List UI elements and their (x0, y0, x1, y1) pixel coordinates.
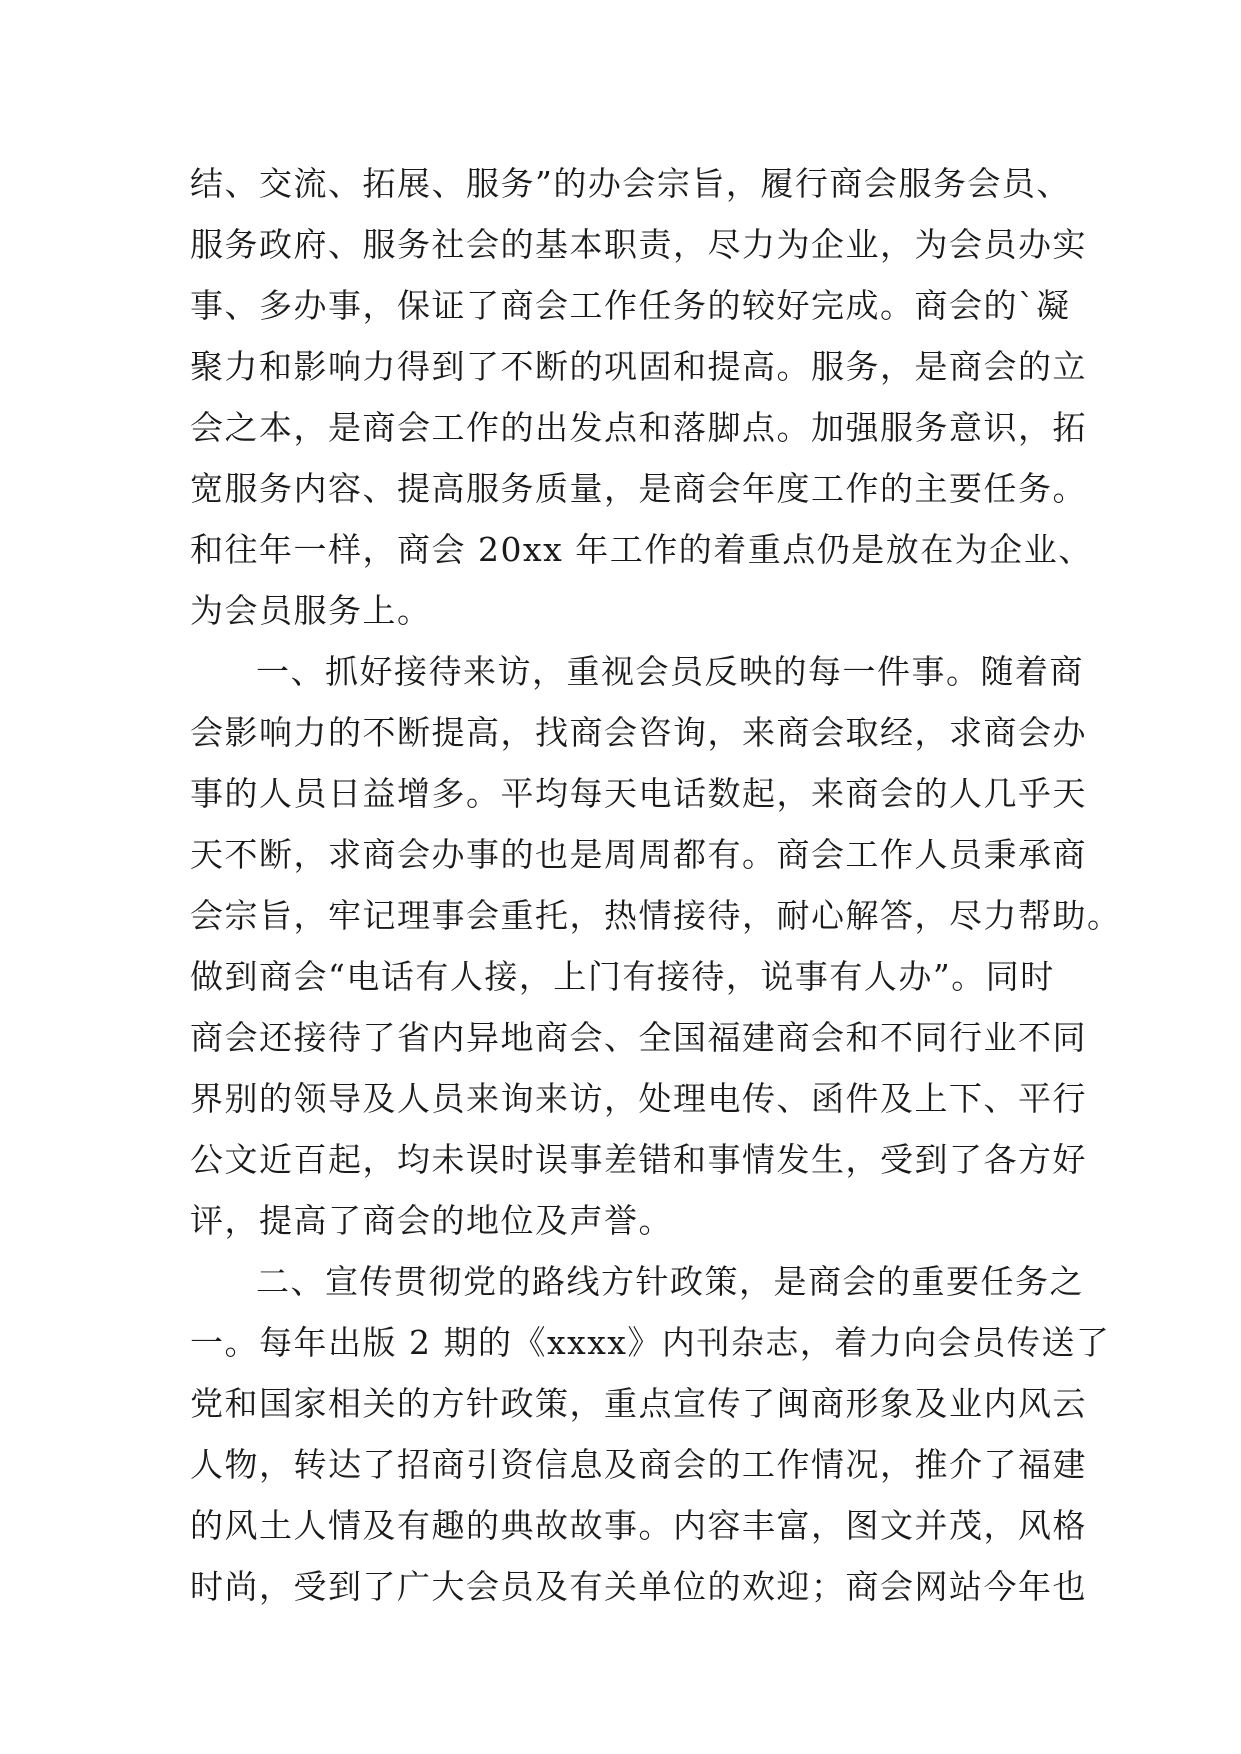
text-line: 会影响力的不断提高，找商会咨询，来商会取经，求商会办 (190, 713, 1087, 752)
text-line: 时尚，受到了广大会员及有关单位的欢迎；商会网站今年也 (190, 1567, 1087, 1606)
text-line: 的风土人情及有趣的典故故事。内容丰富，图文并茂，风格 (190, 1506, 1087, 1545)
text-line: 评，提高了商会的地位及声誉。 (190, 1201, 673, 1240)
text-line: 和往年一样，商会 20xx 年工作的着重点仍是放在为企业、 (190, 530, 1093, 569)
text-line: 商会还接待了省内异地商会、全国福建商会和不同行业不同 (190, 1018, 1087, 1057)
text-line: 服务政府、服务社会的基本职责，尽力为企业，为会员办实 (190, 225, 1087, 264)
paragraph-first-line: 二、宣传贯彻党的路线方针政策，是商会的重要任务之 (256, 1262, 1084, 1301)
text-line: 结、交流、拓展、服务”的办会宗旨，履行商会服务会员、 (190, 164, 1071, 203)
text-line: 人物，转达了招商引资信息及商会的工作情况，推介了福建 (190, 1445, 1087, 1484)
text-line: 一。每年出版 2 期的《xxxx》内刊杂志，着力向会员传送了 (190, 1323, 1111, 1362)
text-line: 天不断，求商会办事的也是周周都有。商会工作人员秉承商 (190, 835, 1087, 874)
text-line: 界别的领导及人员来询来访，处理电传、函件及上下、平行 (190, 1079, 1087, 1118)
text-line: 为会员服务上。 (190, 591, 432, 630)
text-line: 公文近百起，均未误时误事差错和事情发生，受到了各方好 (190, 1140, 1087, 1179)
text-line: 聚力和影响力得到了不断的巩固和提高。服务，是商会的立 (190, 347, 1087, 386)
text-line: 会之本，是商会工作的出发点和落脚点。加强服务意识，拓 (190, 408, 1087, 447)
text-line: 做到商会“电话有人接，上门有接待，说事有人办”。同时 (190, 957, 1055, 996)
text-line: 宽服务内容、提高服务质量，是商会年度工作的主要任务。 (190, 469, 1087, 508)
text-line: 事、多办事，保证了商会工作任务的较好完成。商会的`凝 (190, 286, 1071, 325)
text-line: 会宗旨，牢记理事会重托，热情接待，耐心解答，尽力帮助。 (190, 896, 1122, 935)
text-line: 事的人员日益增多。平均每天电话数起，来商会的人几乎天 (190, 774, 1087, 813)
paragraph-first-line: 一、抓好接待来访，重视会员反映的每一件事。随着商 (256, 652, 1084, 691)
text-line: 党和国家相关的方针政策，重点宣传了闽商形象及业内风云 (190, 1384, 1087, 1423)
